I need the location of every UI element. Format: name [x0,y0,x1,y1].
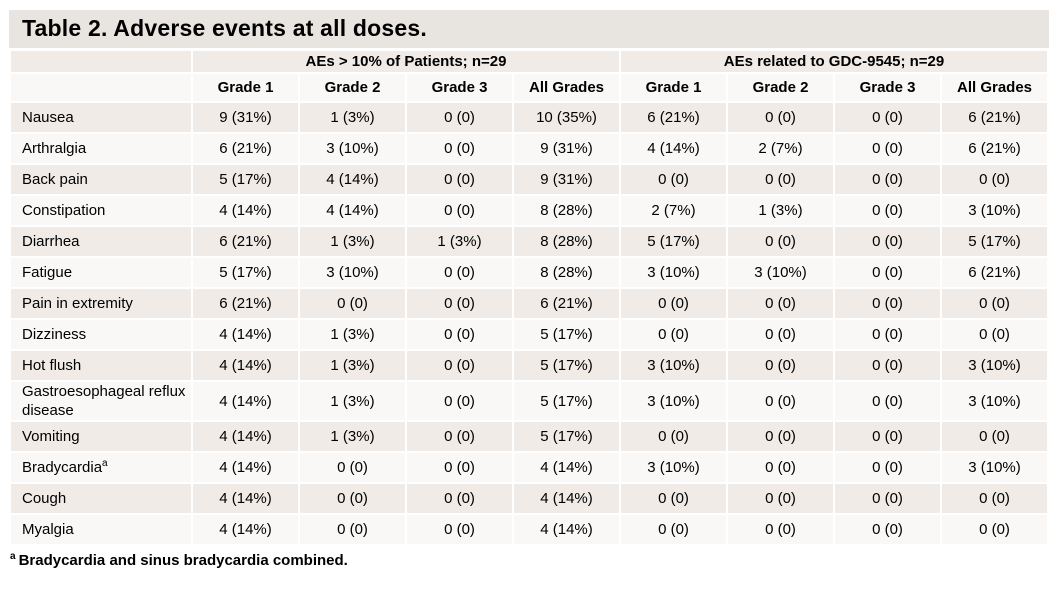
value-cell: 3 (10%) [621,258,726,287]
value-cell: 9 (31%) [514,165,619,194]
column-header-allgrades-left: All Grades [514,74,619,101]
table-row [11,258,1047,287]
value-cell: 0 (0) [621,165,726,194]
value-cell: 0 (0) [728,484,833,513]
value-cell: 0 (0) [407,382,512,420]
value-cell: 1 (3%) [407,227,512,256]
value-cell: 4 (14%) [300,165,405,194]
value-cell: 10 (35%) [514,103,619,132]
table-row [11,165,1047,194]
row-label: Dizziness [11,320,191,349]
value-cell: 3 (10%) [621,351,726,380]
value-cell: 5 (17%) [514,382,619,420]
value-cell: 1 (3%) [300,227,405,256]
table-row [11,515,1047,544]
column-header-grade2-left: Grade 2 [300,74,405,101]
value-cell: 5 (17%) [514,320,619,349]
footnote-text: Bradycardia and sinus bradycardia combined. [18,552,348,569]
table-row [11,484,1047,513]
value-cell: 6 (21%) [621,103,726,132]
value-cell: 0 (0) [942,515,1047,544]
row-label: Nausea [11,103,191,132]
value-cell: 3 (10%) [621,453,726,482]
value-cell: 0 (0) [407,484,512,513]
value-cell: 3 (10%) [942,196,1047,225]
row-label: Back pain [11,165,191,194]
value-cell: 0 (0) [300,484,405,513]
value-cell: 4 (14%) [193,515,298,544]
value-cell: 0 (0) [621,422,726,451]
value-cell: 0 (0) [728,165,833,194]
row-label: Bradycardia$^a$ [11,453,191,482]
value-cell: 6 (21%) [193,227,298,256]
value-cell: 0 (0) [942,422,1047,451]
value-cell: 1 (3%) [300,103,405,132]
value-cell: 3 (10%) [300,258,405,287]
value-cell: 1 (3%) [300,320,405,349]
footnote-marker: a [10,551,16,562]
value-cell: 0 (0) [621,484,726,513]
value-cell: 4 (14%) [514,484,619,513]
value-cell: 4 (14%) [193,351,298,380]
row-label: Cough [11,484,191,513]
value-cell: 0 (0) [942,289,1047,318]
column-header-allgrades-right: All Grades [942,74,1047,101]
value-cell: 0 (0) [835,515,940,544]
value-cell: 4 (14%) [193,382,298,420]
value-cell: 4 (14%) [193,422,298,451]
value-cell: 6 (21%) [514,289,619,318]
value-cell: 0 (0) [835,484,940,513]
value-cell: 9 (31%) [193,103,298,132]
value-cell: 0 (0) [300,515,405,544]
table-row [11,351,1047,380]
value-cell: 8 (28%) [514,196,619,225]
row-label: Myalgia [11,515,191,544]
value-cell: 4 (14%) [514,515,619,544]
value-cell: 0 (0) [835,422,940,451]
value-cell: 3 (10%) [300,134,405,163]
row-label: Diarrhea [11,227,191,256]
column-header-grade3-right: Grade 3 [835,74,940,101]
value-cell: 1 (3%) [300,351,405,380]
value-cell: 0 (0) [835,453,940,482]
value-cell: 5 (17%) [621,227,726,256]
value-cell: 0 (0) [407,165,512,194]
value-cell: 0 (0) [835,103,940,132]
value-cell: 0 (0) [835,196,940,225]
column-header-grade2-right: Grade 2 [728,74,833,101]
value-cell: 4 (14%) [193,196,298,225]
value-cell: 4 (14%) [621,134,726,163]
group-header-row [11,51,1047,72]
adverse-events-table [9,49,1049,546]
value-cell: 0 (0) [835,165,940,194]
group-header-aes-over-10pct: AEs > 10% of Patients; n=29 [193,51,619,72]
table-row [11,227,1047,256]
value-cell: 3 (10%) [942,382,1047,420]
value-cell: 0 (0) [835,320,940,349]
table-row [11,382,1047,420]
value-cell: 0 (0) [407,422,512,451]
table-row [11,196,1047,225]
value-cell: 0 (0) [407,351,512,380]
value-cell: 3 (10%) [728,258,833,287]
row-label: Arthralgia [11,134,191,163]
value-cell: 0 (0) [728,351,833,380]
value-cell: 3 (10%) [942,453,1047,482]
value-cell: 0 (0) [300,453,405,482]
value-cell: 4 (14%) [300,196,405,225]
value-cell: 4 (14%) [193,484,298,513]
row-label: Constipation [11,196,191,225]
value-cell: 1 (3%) [300,382,405,420]
group-header-aes-related: AEs related to GDC-9545; n=29 [621,51,1047,72]
value-cell: 2 (7%) [621,196,726,225]
value-cell: 0 (0) [407,515,512,544]
value-cell: 0 (0) [728,515,833,544]
row-label: Gastroesophageal reflux disease [11,382,191,420]
table-row [11,103,1047,132]
value-cell: 4 (14%) [193,320,298,349]
value-cell: 8 (28%) [514,227,619,256]
value-cell: 5 (17%) [514,422,619,451]
value-cell: 6 (21%) [193,289,298,318]
value-cell: 4 (14%) [514,453,619,482]
value-cell: 0 (0) [407,453,512,482]
table-row [11,289,1047,318]
value-cell: 0 (0) [835,289,940,318]
column-header-grade3-left: Grade 3 [407,74,512,101]
value-cell: 0 (0) [300,289,405,318]
table-row [11,320,1047,349]
value-cell: 0 (0) [728,103,833,132]
value-cell: 0 (0) [621,515,726,544]
value-cell: 0 (0) [728,382,833,420]
value-cell: 0 (0) [621,320,726,349]
footnote [9,552,1049,569]
value-cell: 0 (0) [621,289,726,318]
column-header-row [11,74,1047,101]
value-cell: 0 (0) [728,227,833,256]
row-label: Pain in extremity [11,289,191,318]
value-cell: 9 (31%) [514,134,619,163]
value-cell: 5 (17%) [942,227,1047,256]
table-row [11,422,1047,451]
value-cell: 0 (0) [728,453,833,482]
table-row [11,453,1047,482]
table-row [11,134,1047,163]
value-cell: 6 (21%) [193,134,298,163]
row-label: Vomiting [11,422,191,451]
value-cell: 1 (3%) [300,422,405,451]
value-cell: 5 (17%) [193,258,298,287]
column-header-grade1-right: Grade 1 [621,74,726,101]
value-cell: 0 (0) [835,382,940,420]
value-cell: 6 (21%) [942,103,1047,132]
value-cell: 0 (0) [728,289,833,318]
value-cell: 8 (28%) [514,258,619,287]
table-title: Table 2. Adverse events at all doses. [9,10,1049,48]
value-cell: 0 (0) [835,134,940,163]
footnote-reference: a [102,458,108,469]
value-cell: 0 (0) [407,134,512,163]
value-cell: 5 (17%) [193,165,298,194]
value-cell: 0 (0) [835,351,940,380]
value-cell: 2 (7%) [728,134,833,163]
value-cell: 0 (0) [835,258,940,287]
corner-cell-2 [11,74,191,101]
value-cell: 0 (0) [942,165,1047,194]
value-cell: 3 (10%) [621,382,726,420]
value-cell: 4 (14%) [193,453,298,482]
value-cell: 0 (0) [835,227,940,256]
value-cell: 0 (0) [407,289,512,318]
row-label: Hot flush [11,351,191,380]
value-cell: 0 (0) [407,320,512,349]
value-cell: 5 (17%) [514,351,619,380]
value-cell: 0 (0) [942,320,1047,349]
value-cell: 0 (0) [407,258,512,287]
value-cell: 6 (21%) [942,134,1047,163]
corner-cell [11,51,191,72]
value-cell: 0 (0) [728,422,833,451]
row-label: Fatigue [11,258,191,287]
value-cell: 0 (0) [407,103,512,132]
value-cell: 0 (0) [728,320,833,349]
value-cell: 0 (0) [942,484,1047,513]
value-cell: 0 (0) [407,196,512,225]
value-cell: 6 (21%) [942,258,1047,287]
value-cell: 1 (3%) [728,196,833,225]
column-header-grade1-left: Grade 1 [193,74,298,101]
value-cell: 3 (10%) [942,351,1047,380]
